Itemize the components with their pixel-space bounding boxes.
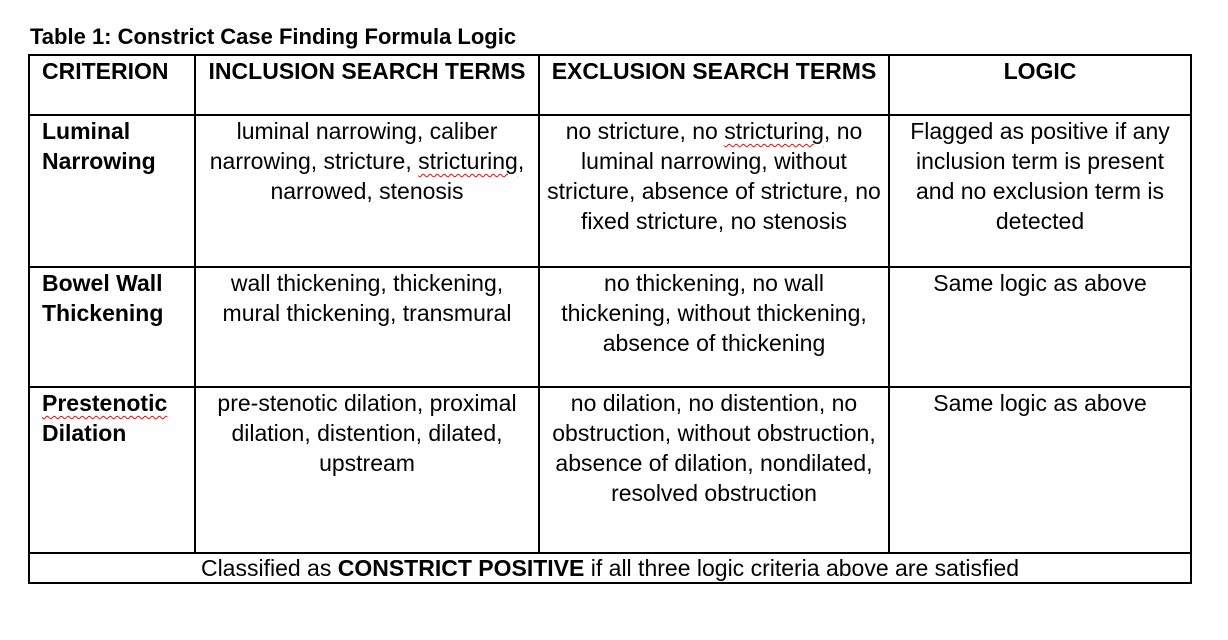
table-row	[29, 267, 1191, 387]
footer-cell	[29, 553, 1191, 583]
inclusion-text: luminal narrowing, caliber narrowing, stricture,	[209, 118, 498, 174]
header-logic: LOGIC	[889, 55, 1191, 115]
inclusion-cell	[195, 115, 539, 267]
inclusion-cell: wall thickening, thickening, mural thickening, transmural	[195, 267, 539, 387]
spellcheck-word: stricturing	[724, 118, 824, 144]
criterion-cell: Luminal Narrowing	[29, 115, 195, 267]
criterion-text: Dilation	[42, 420, 127, 446]
exclusion-text: no stricture, no	[565, 118, 725, 144]
exclusion-text: , no luminal narrowing, without stricture, absence of stricture, no fixed stricture, no stenosis	[547, 118, 881, 234]
table-row	[29, 387, 1191, 553]
header-exclusion: EXCLUSION SEARCH TERMS	[539, 55, 889, 115]
exclusion-cell	[539, 115, 889, 267]
header-row	[29, 55, 1191, 115]
exclusion-cell: no dilation, no distention, no obstruction, without obstruction, absence of dilation, nondilated, resolved obstruction	[539, 387, 889, 553]
constrict-table	[28, 54, 1192, 584]
exclusion-cell: no thickening, no wall thickening, without thickening, absence of thickening	[539, 267, 889, 387]
criterion-cell	[29, 387, 195, 553]
footer-row	[29, 553, 1191, 583]
inclusion-cell: pre-stenotic dilation, proximal dilation, distention, dilated, upstream	[195, 387, 539, 553]
spellcheck-word: stricturing	[418, 148, 518, 174]
header-criterion: CRITERION	[29, 55, 195, 115]
logic-cell: Same logic as above	[889, 267, 1191, 387]
logic-cell: Flagged as positive if any inclusion term is present and no exclusion term is detected	[889, 115, 1191, 267]
spellcheck-word: Prestenotic	[42, 390, 168, 416]
footer-emphasis: CONSTRICT POSITIVE	[337, 555, 585, 581]
inclusion-text: , narrowed, stenosis	[270, 148, 525, 204]
footer-suffix: if all three logic criteria above are satisfied	[584, 555, 1020, 581]
criterion-cell: Bowel Wall Thickening	[29, 267, 195, 387]
table-row	[29, 115, 1191, 267]
footer-prefix: Classified as	[200, 555, 338, 581]
table-caption: Table 1: Constrict Case Finding Formula Logic	[30, 24, 517, 49]
logic-cell: Same logic as above	[889, 387, 1191, 553]
header-inclusion: INCLUSION SEARCH TERMS	[195, 55, 539, 115]
